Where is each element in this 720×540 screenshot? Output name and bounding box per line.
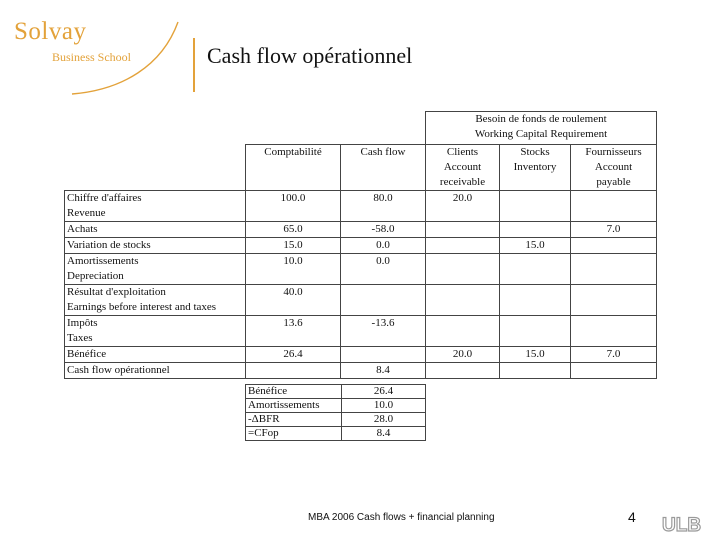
table-row [65,347,657,363]
table-cell [500,363,571,379]
svg-text:ULB: ULB [662,515,702,534]
table-cell [500,191,571,222]
summary-label: Amortissements [246,399,342,413]
ulb-logo-icon [660,514,706,534]
table-cell [571,254,657,285]
table-cell [426,254,500,285]
table-cell: 7.0 [571,347,657,363]
column-header: Comptabilité [246,145,341,191]
table-cell: 20.0 [426,191,500,222]
summary-row [246,385,426,399]
table-body [65,191,657,379]
row-label: Chiffre d'affaires Revenue [65,191,246,222]
table-row [65,254,657,285]
summary-value: 8.4 [342,427,426,441]
table-cell: -58.0 [341,222,426,238]
summary-table [245,384,426,441]
table-cell: 65.0 [246,222,341,238]
summary-label: =CFop [246,427,342,441]
summary-label: -ΔBFR [246,413,342,427]
row-label: Cash flow opérationnel [65,363,246,379]
table-cell [571,316,657,347]
table-cell: 80.0 [341,191,426,222]
cash-flow-table [64,111,657,379]
table-row [65,238,657,254]
wcr-header-fr: Besoin de fonds de roulement [475,113,607,125]
table-cell [341,285,426,316]
table-cell [571,238,657,254]
table-row [65,285,657,316]
table-cell: 8.4 [341,363,426,379]
column-header: Cash flow [341,145,426,191]
row-label: Résultat d'exploitation Earnings before interest and taxes [65,285,246,316]
table-cell [246,363,341,379]
summary-value: 10.0 [342,399,426,413]
table-cell: 15.0 [500,238,571,254]
logo-name: Solvay [14,18,87,45]
logo-subtitle: Business School [52,50,132,64]
summary-body [246,385,426,441]
table-cell [571,363,657,379]
column-header: Clients Account receivable [426,145,500,191]
table-cell [426,363,500,379]
wcr-group-header [426,112,657,145]
table-cell: 15.0 [246,238,341,254]
table-cell [341,347,426,363]
column-header: Stocks Inventory [500,145,571,191]
title-divider [193,38,195,92]
wcr-header-en: Working Capital Requirement [474,128,608,140]
summary-row [246,427,426,441]
table-cell [500,285,571,316]
table-cell [571,191,657,222]
table-cell: 20.0 [426,347,500,363]
summary-row [246,399,426,413]
page-number: 4 [628,509,636,525]
slide-title: Cash flow opérationnel [207,43,413,68]
row-label: Bénéfice [65,347,246,363]
table-row [65,316,657,347]
table-cell: 15.0 [500,347,571,363]
summary-row [246,413,426,427]
summary-label: Bénéfice [246,385,342,399]
table-cell: 0.0 [341,254,426,285]
table-cell [426,238,500,254]
table-cell [500,254,571,285]
table-cell [500,316,571,347]
table-cell [426,222,500,238]
table-cell: 10.0 [246,254,341,285]
table-cell: 40.0 [246,285,341,316]
table-cell: 7.0 [571,222,657,238]
row-label: Amortissements Depreciation [65,254,246,285]
summary-value: 26.4 [342,385,426,399]
row-label: Variation de stocks [65,238,246,254]
table-row [65,222,657,238]
column-header: Fournisseurs Account payable [571,145,657,191]
table-row [65,363,657,379]
solvay-logo [12,16,172,88]
table-cell [500,222,571,238]
table-cell: 13.6 [246,316,341,347]
row-label: Achats [65,222,246,238]
row-label: Impôts Taxes [65,316,246,347]
summary-value: 28.0 [342,413,426,427]
table-cell: 26.4 [246,347,341,363]
table-cell: 0.0 [341,238,426,254]
table-cell [571,285,657,316]
table-cell: -13.6 [341,316,426,347]
table-cell: 100.0 [246,191,341,222]
table-cell [426,316,500,347]
footer-text: MBA 2006 Cash flows + financial planning [308,512,495,523]
table-row [65,191,657,222]
table-cell [426,285,500,316]
